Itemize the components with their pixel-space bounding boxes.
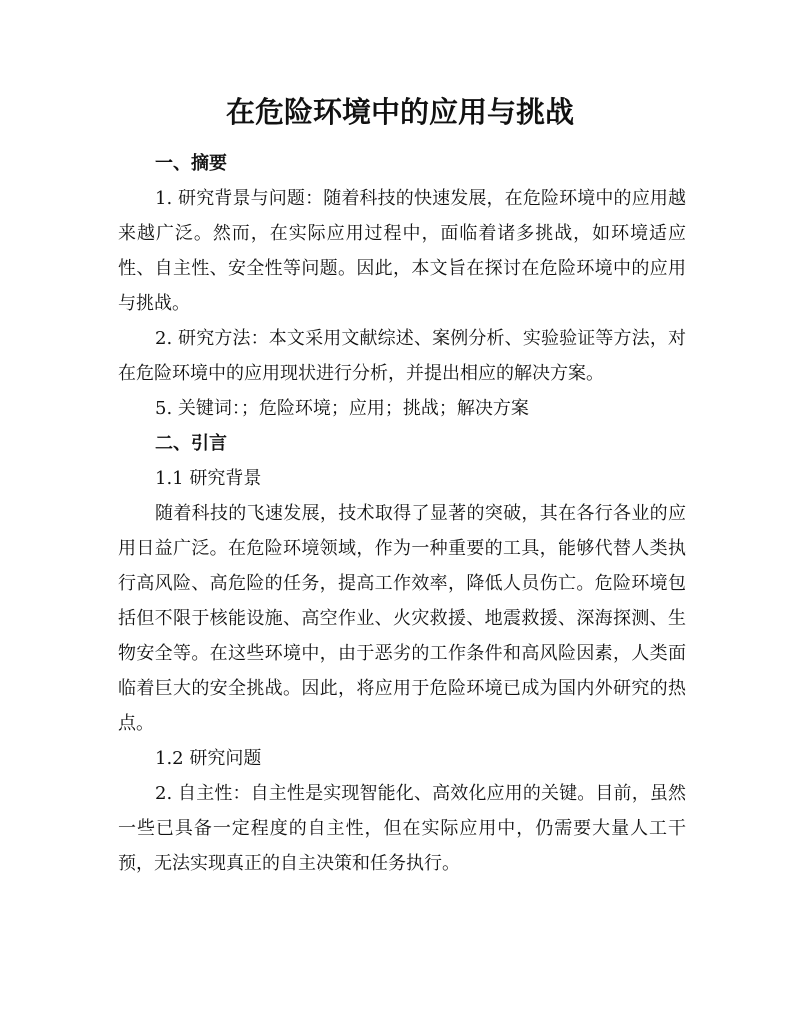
abstract-heading: 一、摘要 <box>155 153 227 174</box>
abstract-paragraph-method: 2. 研究方法：本文采用文献综述、案例分析、实验验证等方法，对在危险环境中的应用现状进行分析，并提出相应的解决方案。 <box>118 328 686 384</box>
document-title: 在危险环境中的应用与挑战 <box>225 95 574 129</box>
abstract-paragraph-keywords: 5. 关键词：；危险环境；应用；挑战；解决方案 <box>155 398 529 419</box>
document-body <box>118 146 686 881</box>
intro-heading: 二、引言 <box>155 433 227 454</box>
intro-paragraph-autonomy: 2. 自主性：自主性是实现智能化、高效化应用的关键。目前，虽然一些已具备一定程度的自主性，但在实际应用中，仍需要大量人工干预，无法实现真正的自主决策和任务执行。 <box>118 783 686 874</box>
intro-paragraph-background: 随着科技的飞速发展，技术取得了显著的突破，其在各行各业的应用日益广泛。在危险环境领域，作为一种重要的工具，能够代替人类执行高风险、高危险的任务，提高工作效率，降低人员伤亡。危险环境包括但不限于核能设施、高空作业、火灾救援、地震救援、深海探测、生物安全等。在这些环境中，由于恶劣的工作条件和高风险因素，人类面临着巨大的安全挑战。因此，将应用于危险环境已成为国内外研究的热点。 <box>118 503 686 734</box>
intro-subheading-background: 1.1 研究背景 <box>155 468 262 489</box>
intro-subheading-problems: 1.2 研究问题 <box>155 748 262 769</box>
abstract-paragraph-background: 1. 研究背景与问题：随着科技的快速发展，在危险环境中的应用越来越广泛。然而，在实际应用过程中，面临着诸多挑战，如环境适应性、自主性、安全性等问题。因此，本文旨在探讨在危险环境中的应用与挑战。 <box>118 188 686 314</box>
